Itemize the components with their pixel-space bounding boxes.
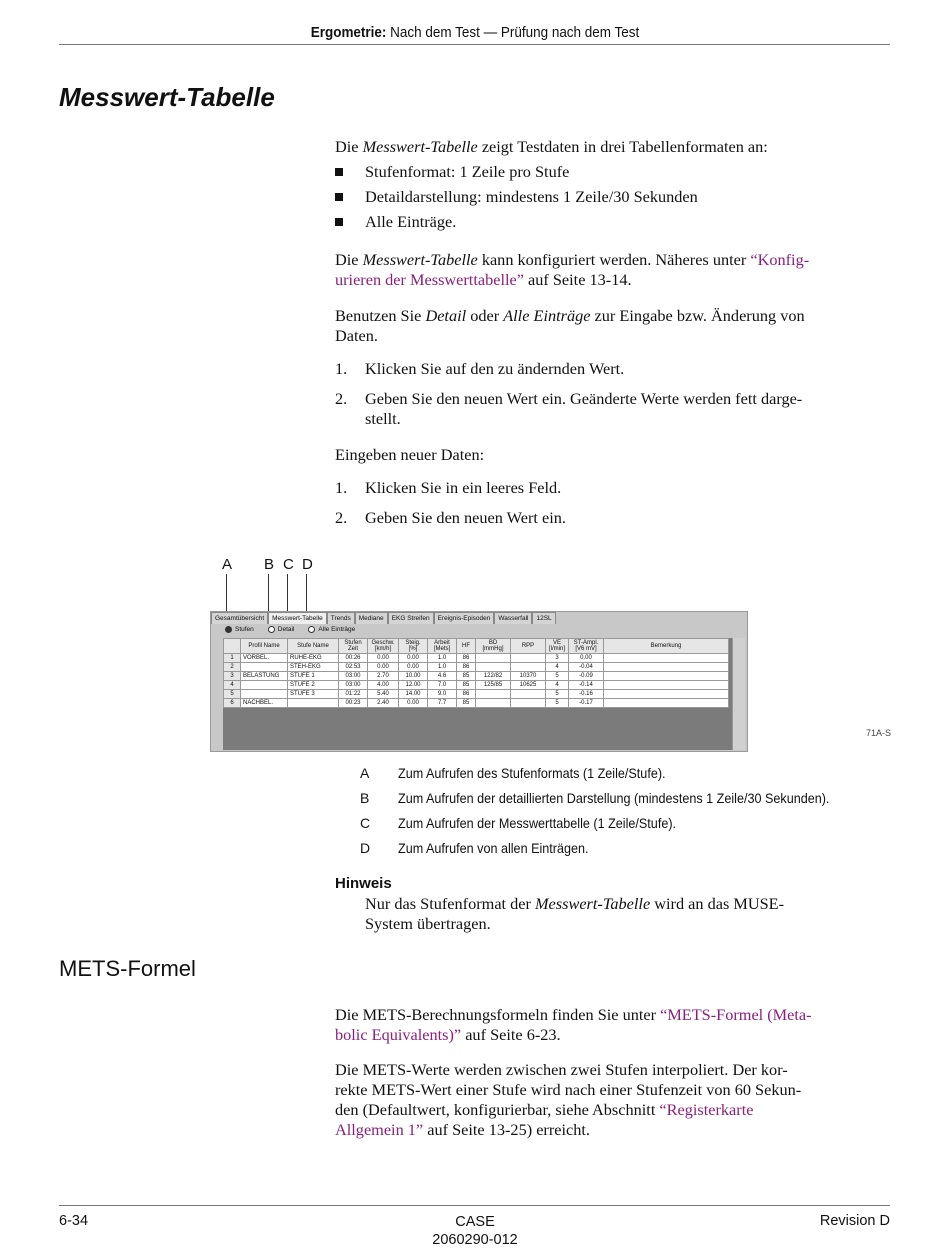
- table-cell[interactable]: 85: [457, 672, 476, 681]
- table-cell[interactable]: 122/82: [476, 672, 511, 681]
- tab-trends[interactable]: Trends: [327, 612, 355, 624]
- table-cell[interactable]: 0.00: [569, 654, 604, 663]
- tab-ereignis-episoden[interactable]: Ereignis-Episoden: [434, 612, 495, 624]
- header-rule: [59, 44, 890, 45]
- row-number: 6: [224, 699, 241, 708]
- legend-text: Zum Aufrufen der Messwerttabelle (1 Zeile/Stufe).: [398, 815, 677, 831]
- mets-paragraph-2: Die METS-Werte werden zwischen zwei Stufen interpoliert. Der kor- rekte METS-Wert einer Stufe wird nach einer Stufenzeit von 60 Sekun- den (Defaultwert, konfigurierbar, siehe Abschnitt “Registerkarte Allgemein 1” auf Seite 13-25) erreicht.: [335, 1060, 802, 1139]
- note-text: Nur das Stufenformat der Messwert-Tabelle wird an das MUSE- System übertragen.: [365, 894, 785, 933]
- column-header: RPP: [511, 639, 546, 654]
- table-cell[interactable]: 7.0: [428, 681, 457, 690]
- table-cell[interactable]: 2.40: [368, 699, 399, 708]
- table-cell[interactable]: 85: [457, 699, 476, 708]
- data-grid-area: [223, 638, 733, 750]
- callout-b: B: [264, 556, 275, 573]
- legend-key: B: [360, 790, 370, 806]
- table-cell[interactable]: 0.00: [368, 663, 399, 672]
- radio-stufen[interactable]: Stufen: [225, 626, 254, 633]
- tab-ekg-streifen[interactable]: EKG Streifen: [388, 612, 434, 624]
- table-cell[interactable]: VORBEL.: [241, 654, 288, 663]
- table-cell[interactable]: 9.0: [428, 690, 457, 699]
- usage-paragraph: Benutzen Sie Detail oder Alle Einträge zur Eingabe bzw. Änderung von Daten.: [335, 306, 805, 345]
- column-header: Steig. [%]: [399, 639, 428, 654]
- footer-rule: [59, 1205, 890, 1206]
- table-cell[interactable]: 5: [546, 690, 569, 699]
- table-cell[interactable]: -0.14: [569, 681, 604, 690]
- table-cell[interactable]: -0.04: [569, 663, 604, 672]
- table-cell[interactable]: 86: [457, 663, 476, 672]
- table-cell[interactable]: [604, 690, 729, 699]
- radio-alle-eintraege[interactable]: Alle Einträge: [308, 626, 355, 633]
- table-cell[interactable]: [511, 699, 546, 708]
- table-cell[interactable]: 4: [546, 681, 569, 690]
- table-cell[interactable]: 7.7: [428, 699, 457, 708]
- column-header: Stufe Name: [288, 639, 339, 654]
- measurement-table: [223, 638, 729, 708]
- tab-bar: [211, 612, 747, 624]
- table-cell[interactable]: NACHBEL.: [241, 699, 288, 708]
- tab-wasserfall[interactable]: Wasserfall: [494, 612, 532, 624]
- radio-detail[interactable]: Detail: [268, 626, 295, 633]
- column-header: HF: [457, 639, 476, 654]
- revision-label: Revision D: [819, 1213, 890, 1229]
- table-cell[interactable]: [511, 654, 546, 663]
- footer-center: CASE 2060290-012: [432, 1214, 518, 1248]
- table-cell[interactable]: STUFE 1: [288, 672, 339, 681]
- table-cell[interactable]: [604, 699, 729, 708]
- column-header: BD [mmHg]: [476, 639, 511, 654]
- bullet-list: Stufenformat: 1 Zeile pro Stufe Detaildarstellung: mindestens 1 Zeile/30 Sekunden Alle Einträge.: [335, 162, 890, 237]
- tab-gesamtuebersicht[interactable]: Gesamtübersicht: [211, 612, 268, 624]
- table-cell[interactable]: 00:23: [339, 699, 368, 708]
- table-cell[interactable]: [288, 699, 339, 708]
- tab-messwert-tabelle[interactable]: Messwert-Tabelle: [268, 612, 327, 624]
- table-cell[interactable]: 14.00: [399, 690, 428, 699]
- table-cell[interactable]: 2.70: [368, 672, 399, 681]
- table-cell[interactable]: BELASTUNG: [241, 672, 288, 681]
- table-cell[interactable]: RUHE-EKG: [288, 654, 339, 663]
- table-cell[interactable]: STEH-EKG: [288, 663, 339, 672]
- new-data-label: Eingeben neuer Daten:: [335, 445, 485, 464]
- row-number: 3: [224, 672, 241, 681]
- registerkarte-link-cont[interactable]: Allgemein 1”: [335, 1120, 424, 1139]
- legend-key: C: [360, 815, 371, 831]
- table-cell[interactable]: 4: [546, 663, 569, 672]
- legend-key: D: [360, 840, 371, 856]
- column-header: Stufen Zeit: [339, 639, 368, 654]
- table-cell[interactable]: [511, 663, 546, 672]
- callout-c: C: [283, 556, 294, 573]
- table-cell[interactable]: 0.00: [399, 654, 428, 663]
- row-number: 1: [224, 654, 241, 663]
- callout-d: D: [302, 556, 313, 573]
- table-cell[interactable]: 03:00: [339, 681, 368, 690]
- table-cell[interactable]: -0.16: [569, 690, 604, 699]
- table-cell[interactable]: 1.0: [428, 663, 457, 672]
- legend-text: Zum Aufrufen der detaillierten Darstellung (mindestens 1 Zeile/30 Sekunden).: [398, 790, 830, 806]
- header-bold: Ergometrie:: [310, 25, 387, 41]
- format-radio-group: [225, 626, 355, 633]
- table-cell[interactable]: [604, 663, 729, 672]
- table-cell[interactable]: 4.6: [428, 672, 457, 681]
- table-cell[interactable]: 5.40: [368, 690, 399, 699]
- table-cell[interactable]: 0.00: [399, 699, 428, 708]
- table-cell[interactable]: -0.17: [569, 699, 604, 708]
- column-header: VE [l/min]: [546, 639, 569, 654]
- column-header: Profil Name: [241, 639, 288, 654]
- page-title: Messwert-Tabelle: [59, 82, 275, 112]
- vertical-scrollbar[interactable]: [732, 638, 745, 750]
- table-cell[interactable]: 3: [546, 654, 569, 663]
- tab-mediane[interactable]: Mediane: [355, 612, 388, 624]
- table-cell[interactable]: [511, 690, 546, 699]
- page-number: 6-34: [59, 1213, 89, 1229]
- row-number: 4: [224, 681, 241, 690]
- column-header: Arbeit [Mets]: [428, 639, 457, 654]
- table-cell[interactable]: STUFE 3: [288, 690, 339, 699]
- table-cell[interactable]: 03:00: [339, 672, 368, 681]
- table-row[interactable]: [224, 690, 729, 699]
- table-cell[interactable]: 125/85: [476, 681, 511, 690]
- table-row[interactable]: [224, 699, 729, 708]
- table-row[interactable]: [224, 672, 729, 681]
- software-screenshot: [210, 611, 748, 752]
- column-header: Bemerkung: [604, 639, 729, 654]
- legend-key: A: [360, 765, 370, 781]
- steps-list-2: 1. Klicken Sie in ein leeres Feld. 2. Geben Sie den neuen Wert ein.: [335, 478, 566, 527]
- table-cell[interactable]: 00:26: [339, 654, 368, 663]
- table-cell[interactable]: 01:22: [339, 690, 368, 699]
- table-cell[interactable]: 1.0: [428, 654, 457, 663]
- row-number: 5: [224, 690, 241, 699]
- steps-list-1: 1. Klicken Sie auf den zu ändernden Wert. 2. Geben Sie den neuen Wert ein. Geänderte Werte werden fett darge- stellt.: [335, 359, 803, 428]
- table-cell[interactable]: 0.00: [399, 663, 428, 672]
- note-label: Hinweis: [335, 875, 392, 892]
- table-cell[interactable]: [476, 690, 511, 699]
- figure-legend: [360, 765, 890, 865]
- table-cell[interactable]: [241, 690, 288, 699]
- column-header: [224, 639, 241, 654]
- table-cell[interactable]: [604, 672, 729, 681]
- column-header: Geschw. [km/h]: [368, 639, 399, 654]
- section-title-mets: METS-Formel: [59, 956, 196, 981]
- config-link-cont[interactable]: urieren der Messwerttabelle”: [335, 270, 524, 289]
- table-cell[interactable]: 10370: [511, 672, 546, 681]
- table-cell[interactable]: [476, 699, 511, 708]
- table-cell[interactable]: 10625: [511, 681, 546, 690]
- table-cell[interactable]: [604, 681, 729, 690]
- mets-link[interactable]: “METS-Formel (Meta-: [660, 1005, 812, 1024]
- table-cell[interactable]: [241, 663, 288, 672]
- table-row[interactable]: [224, 681, 729, 690]
- mets-link-cont[interactable]: bolic Equivalents)”: [335, 1025, 462, 1044]
- table-row[interactable]: [224, 654, 729, 663]
- row-number: 2: [224, 663, 241, 672]
- table-cell[interactable]: [476, 654, 511, 663]
- table-cell[interactable]: 02:53: [339, 663, 368, 672]
- table-cell[interactable]: [241, 681, 288, 690]
- tab-12sl[interactable]: 12SL: [532, 612, 555, 624]
- table-cell[interactable]: STUFE 2: [288, 681, 339, 690]
- column-header: ST-Ampl. [V6 mV]: [569, 639, 604, 654]
- header-rest: Nach dem Test — Prüfung nach dem Test: [386, 25, 640, 41]
- table-cell[interactable]: [604, 654, 729, 663]
- table-cell[interactable]: 4.00: [368, 681, 399, 690]
- registerkarte-link[interactable]: “Registerkarte: [659, 1100, 754, 1119]
- legend-text: Zum Aufrufen von allen Einträgen.: [398, 840, 589, 856]
- table-cell[interactable]: 86: [457, 690, 476, 699]
- table-row[interactable]: [224, 663, 729, 672]
- intro-paragraph: Die Messwert-Tabelle zeigt Testdaten in drei Tabellenformaten an:: [335, 137, 768, 156]
- table-cell[interactable]: 85: [457, 681, 476, 690]
- figure-id: 71A-S: [866, 728, 892, 738]
- legend-text: Zum Aufrufen des Stufenformats (1 Zeile/Stufe).: [398, 765, 666, 781]
- table-cell[interactable]: -0.09: [569, 672, 604, 681]
- table-cell[interactable]: 5: [546, 672, 569, 681]
- running-header: [33, 25, 917, 41]
- table-cell[interactable]: 12.00: [399, 681, 428, 690]
- config-link[interactable]: “Konfig-: [750, 250, 810, 269]
- table-cell[interactable]: 5: [546, 699, 569, 708]
- callout-a: A: [222, 556, 233, 573]
- config-paragraph: Die Messwert-Tabelle kann konfiguriert werden. Näheres unter “Konfig- urieren der Messwerttabelle” auf Seite 13-14.: [335, 250, 810, 289]
- mets-paragraph-1: Die METS-Berechnungsformeln finden Sie unter “METS-Formel (Meta- bolic Equivalents)” auf Seite 6-23.: [335, 1005, 812, 1044]
- table-cell[interactable]: 0.00: [368, 654, 399, 663]
- table-cell[interactable]: 10.00: [399, 672, 428, 681]
- table-cell[interactable]: 86: [457, 654, 476, 663]
- table-cell[interactable]: [476, 663, 511, 672]
